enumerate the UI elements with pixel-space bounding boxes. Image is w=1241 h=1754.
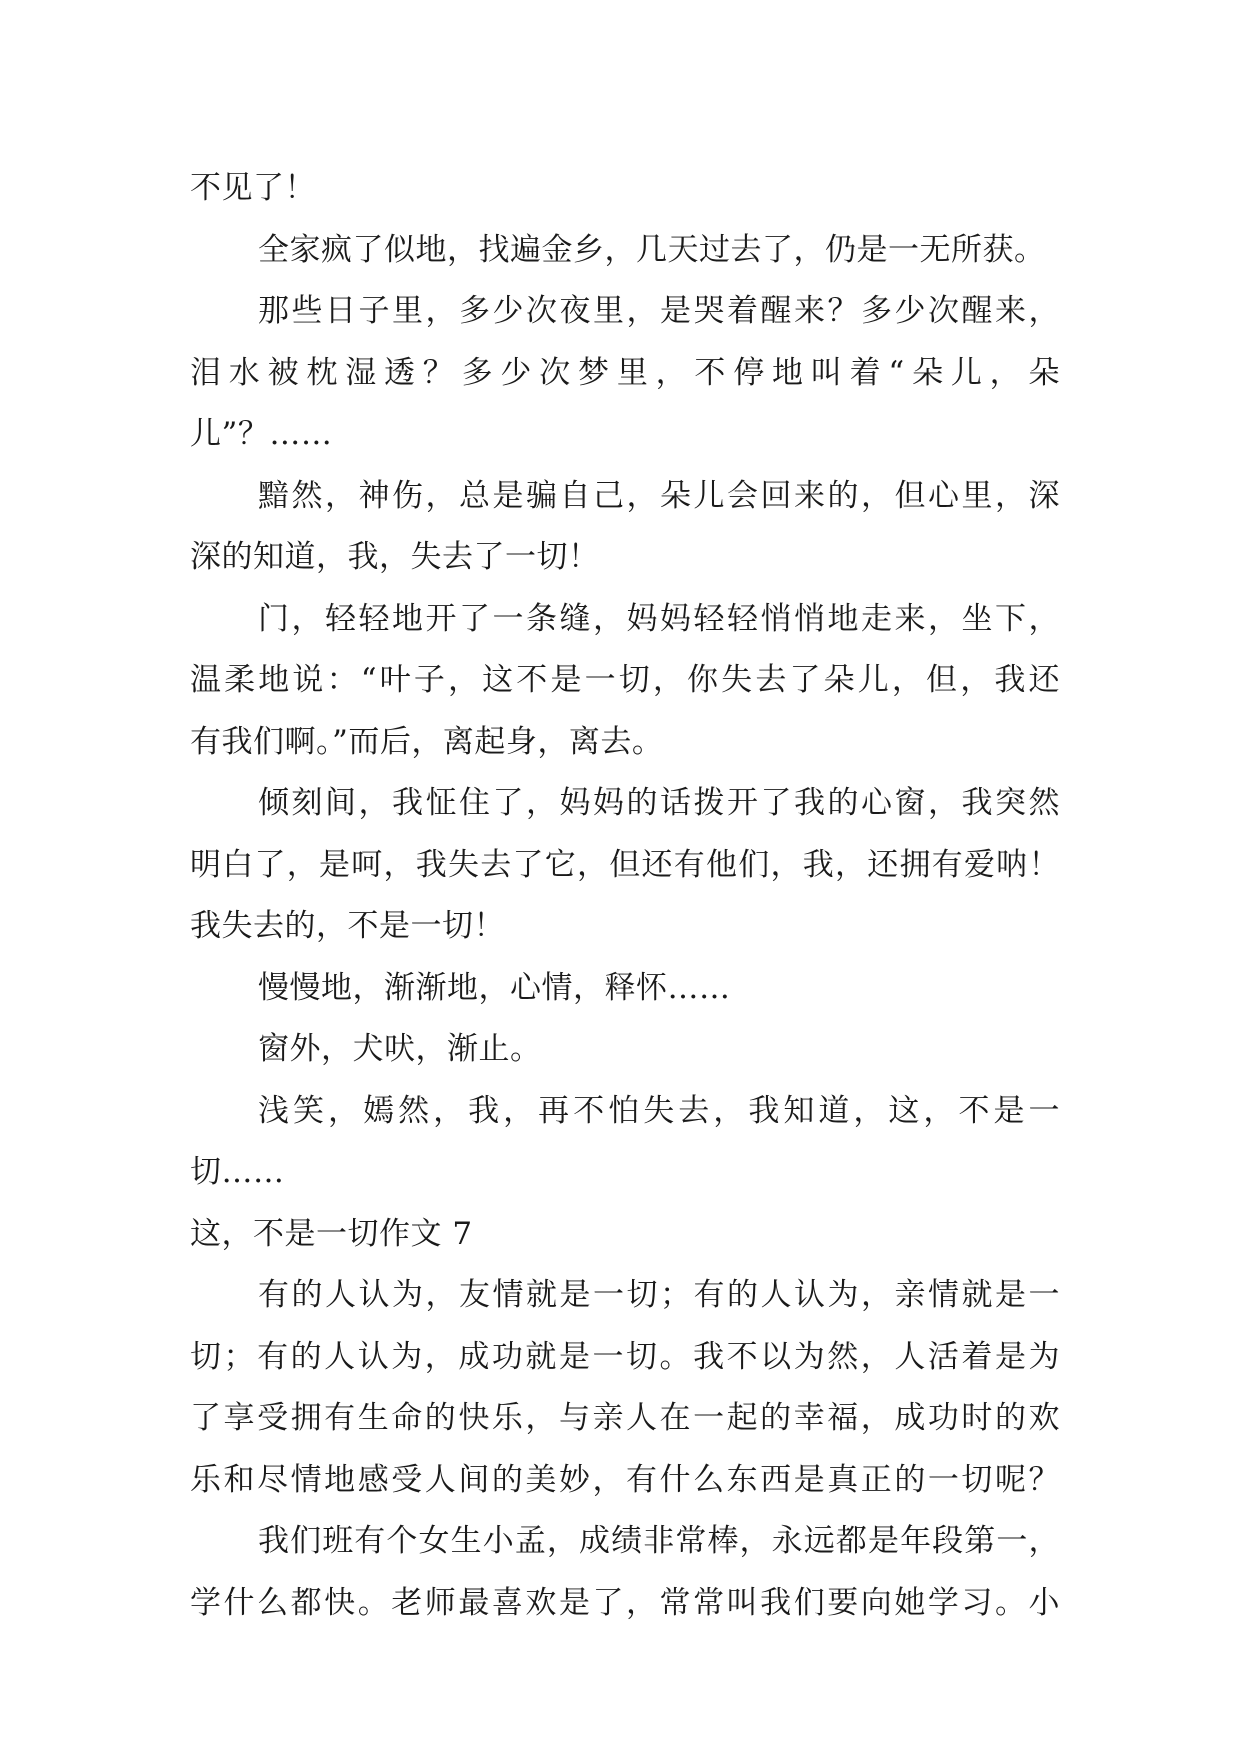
essay-text <box>190 158 1060 1634</box>
text-line: 全家疯了似地，找遍金乡，几天过去了，仍是一无所获。 <box>258 231 1046 268</box>
text-line: 窗外，犬吠，渐止。 <box>258 1031 542 1067</box>
text-line: 切…… <box>190 1154 285 1190</box>
text-line: 切；有的人认为，成功就是一切。我不以为然，人活着是为 <box>190 1338 1060 1375</box>
text-line: 倾刻间，我怔住了，妈妈的话拨开了我的心窗，我突然 <box>258 785 1060 821</box>
text-line: 学什么都快。老师最喜欢是了，常常叫我们要向她学习。小 <box>190 1584 1060 1621</box>
text-line: 了享受拥有生命的快乐，与亲人在一起的幸福，成功时的欢 <box>190 1400 1060 1436</box>
text-line: 明白了，是呵，我失去了它，但还有他们，我，还拥有爱呐！ <box>190 846 1060 883</box>
text-line: 泪水被枕湿透？多少次梦里，不停地叫着“朵儿，朵 <box>190 354 1060 391</box>
text-line: 那些日子里，多少次夜里，是哭着醒来？多少次醒来， <box>258 293 1060 329</box>
text-line: 黯然，神伤，总是骗自己，朵儿会回来的，但心里，深 <box>258 477 1060 514</box>
text-line: 我们班有个女生小孟，成绩非常棒，永远都是年段第一， <box>258 1523 1060 1559</box>
text-line: 有我们啊。”而后，离起身，离去。 <box>190 723 664 760</box>
section-heading: 这，不是一切作文 7 <box>190 1215 473 1252</box>
text-line: 乐和尽情地感受人间的美妙，有什么东西是真正的一切呢？ <box>190 1461 1060 1498</box>
text-line: 儿”？…… <box>190 416 333 452</box>
text-line: 慢慢地，渐渐地，心情，释怀…… <box>258 969 731 1006</box>
text-line: 温柔地说：“叶子，这不是一切，你失去了朵儿，但，我还 <box>190 662 1060 698</box>
text-line: 门，轻轻地开了一条缝，妈妈轻轻悄悄地走来，坐下， <box>258 600 1060 637</box>
text-line: 不见了！ <box>190 170 316 206</box>
text-line: 有的人认为，友情就是一切；有的人认为，亲情就是一 <box>258 1277 1060 1313</box>
text-line: 浅笑，嫣然，我，再不怕失去，我知道，这，不是一 <box>258 1092 1060 1129</box>
text-line: 深的知道，我，失去了一切！ <box>190 539 600 575</box>
text-line: 我失去的，不是一切！ <box>190 908 505 944</box>
